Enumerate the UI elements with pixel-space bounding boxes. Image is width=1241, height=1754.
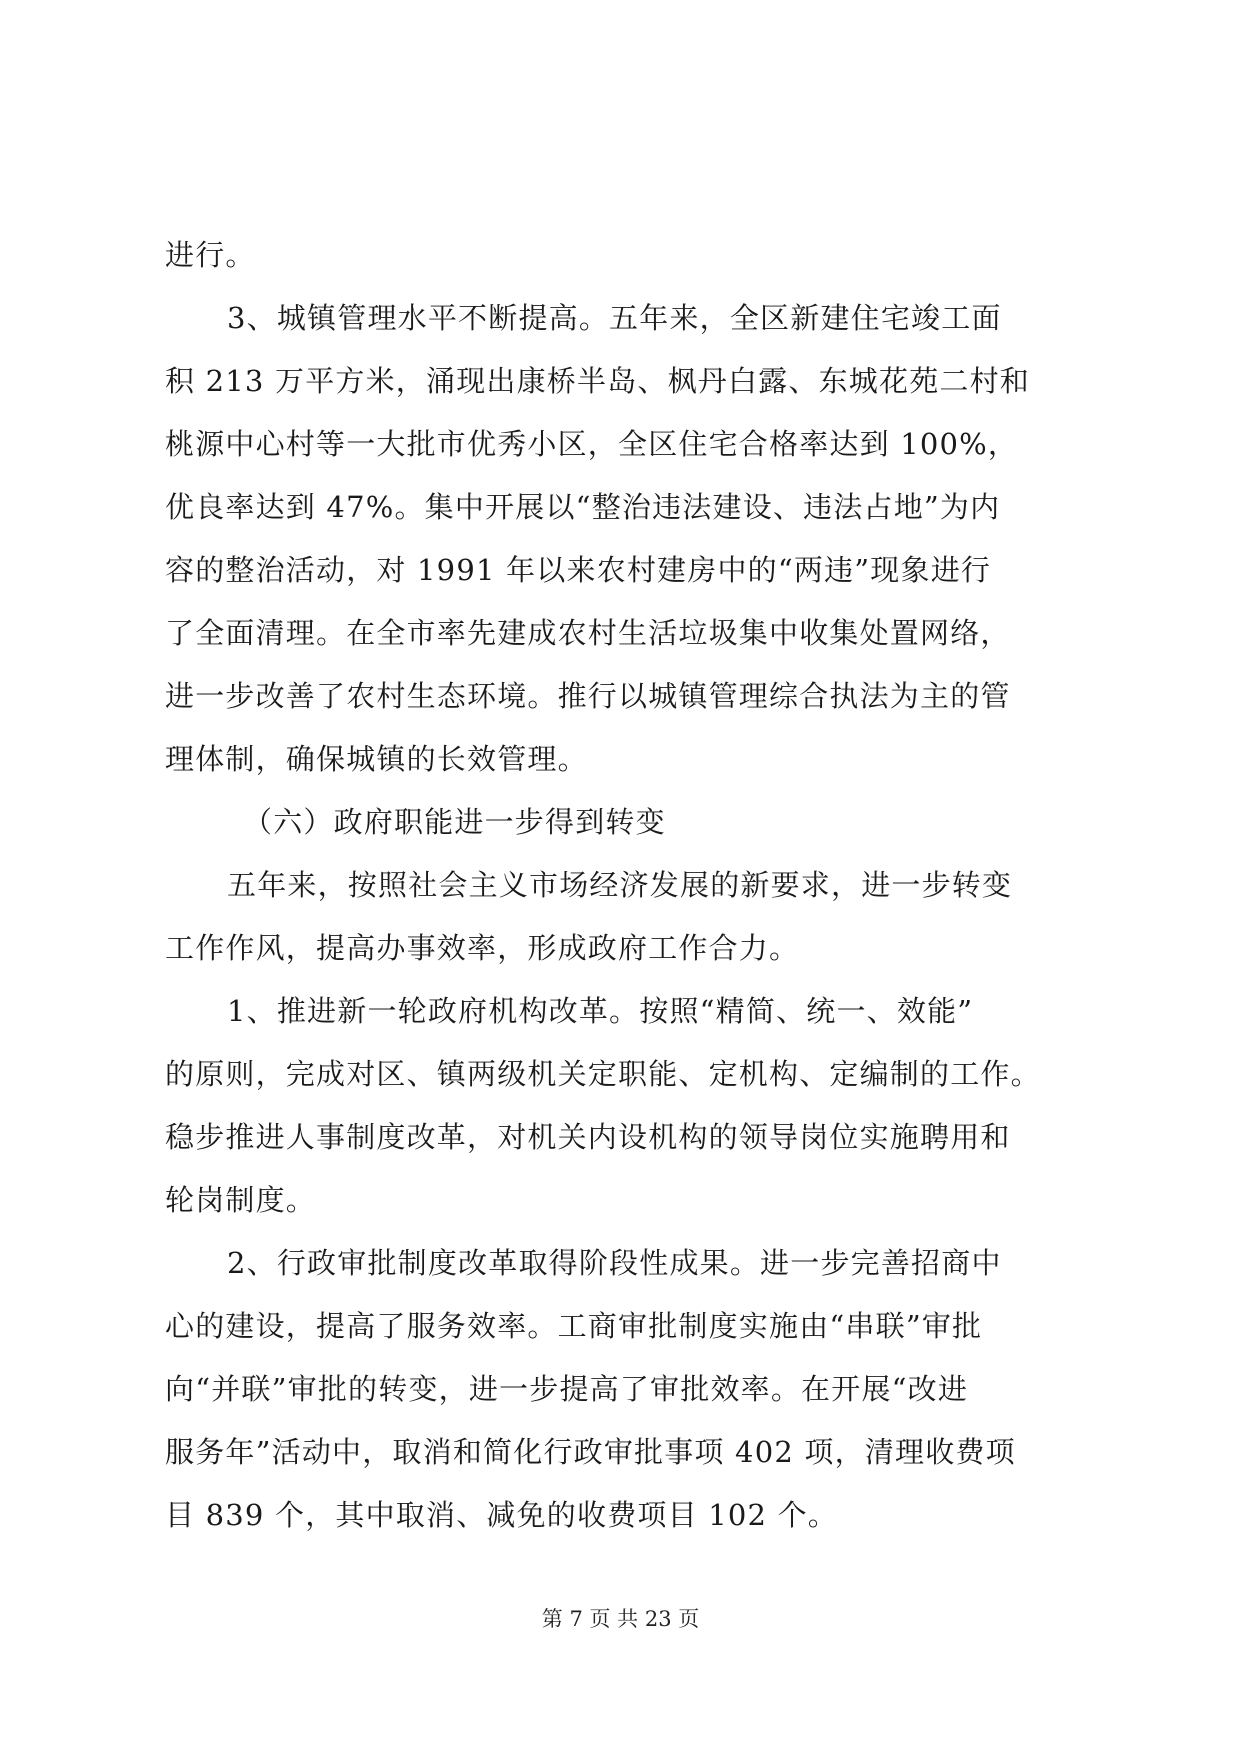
text-line: 桃源中心村等一大批市优秀小区，全区住宅合格率达到 100%， xyxy=(165,427,1019,461)
text-line: 向“并联”审批的转变，进一步提高了审批效率。在开展“改进 xyxy=(165,1372,969,1406)
text-line: 了全面清理。在全市率先建成农村生活垃圾集中收集处置网络， xyxy=(165,616,1011,650)
section-heading: （六）政府职能进一步得到转变 xyxy=(243,805,666,839)
text-line: 理体制，确保城镇的长效管理。 xyxy=(165,742,588,776)
text-line: 进一步改善了农村生态环境。推行以城镇管理综合执法为主的管 xyxy=(165,679,1011,713)
text-line: 工作作风，提高办事效率，形成政府工作合力。 xyxy=(165,931,800,965)
text-line: 服务年”活动中，取消和简化行政审批事项 402 项，清理收费项 xyxy=(165,1435,1016,1469)
document-body xyxy=(165,224,1080,1547)
text-line: 心的建设，提高了服务效率。工商审批制度实施由“串联”审批 xyxy=(165,1309,983,1343)
text-line: 优良率达到 47%。集中开展以“整治违法建设、违法占地”为内 xyxy=(165,490,1001,524)
text-line: 3、城镇管理水平不断提高。五年来，全区新建住宅竣工面 xyxy=(227,301,1002,335)
text-line: 的原则，完成对区、镇两级机关定职能、定机构、定编制的工作。 xyxy=(165,1057,1041,1091)
text-line: 容的整治活动，对 1991 年以来农村建房中的“两违”现象进行 xyxy=(165,553,992,587)
text-line: 稳步推进人事制度改革，对机关内设机构的领导岗位实施聘用和 xyxy=(165,1120,1011,1154)
text-line: 目 839 个，其中取消、减免的收费项目 102 个。 xyxy=(165,1498,838,1532)
text-line: 五年来，按照社会主义市场经济发展的新要求，进一步转变 xyxy=(227,868,1013,902)
text-line: 进行。 xyxy=(165,238,256,272)
text-line: 轮岗制度。 xyxy=(165,1183,317,1217)
text-line: 2、行政审批制度改革取得阶段性成果。进一步完善招商中 xyxy=(227,1246,1002,1280)
page-number-footer: 第 7 页 共 23 页 xyxy=(541,1607,700,1631)
text-line: 积 213 万平方米，涌现出康桥半岛、枫丹白露、东城花苑二村和 xyxy=(165,364,1030,398)
text-line: 1、推进新一轮政府机构改革。按照“精简、统一、效能” xyxy=(227,994,974,1028)
